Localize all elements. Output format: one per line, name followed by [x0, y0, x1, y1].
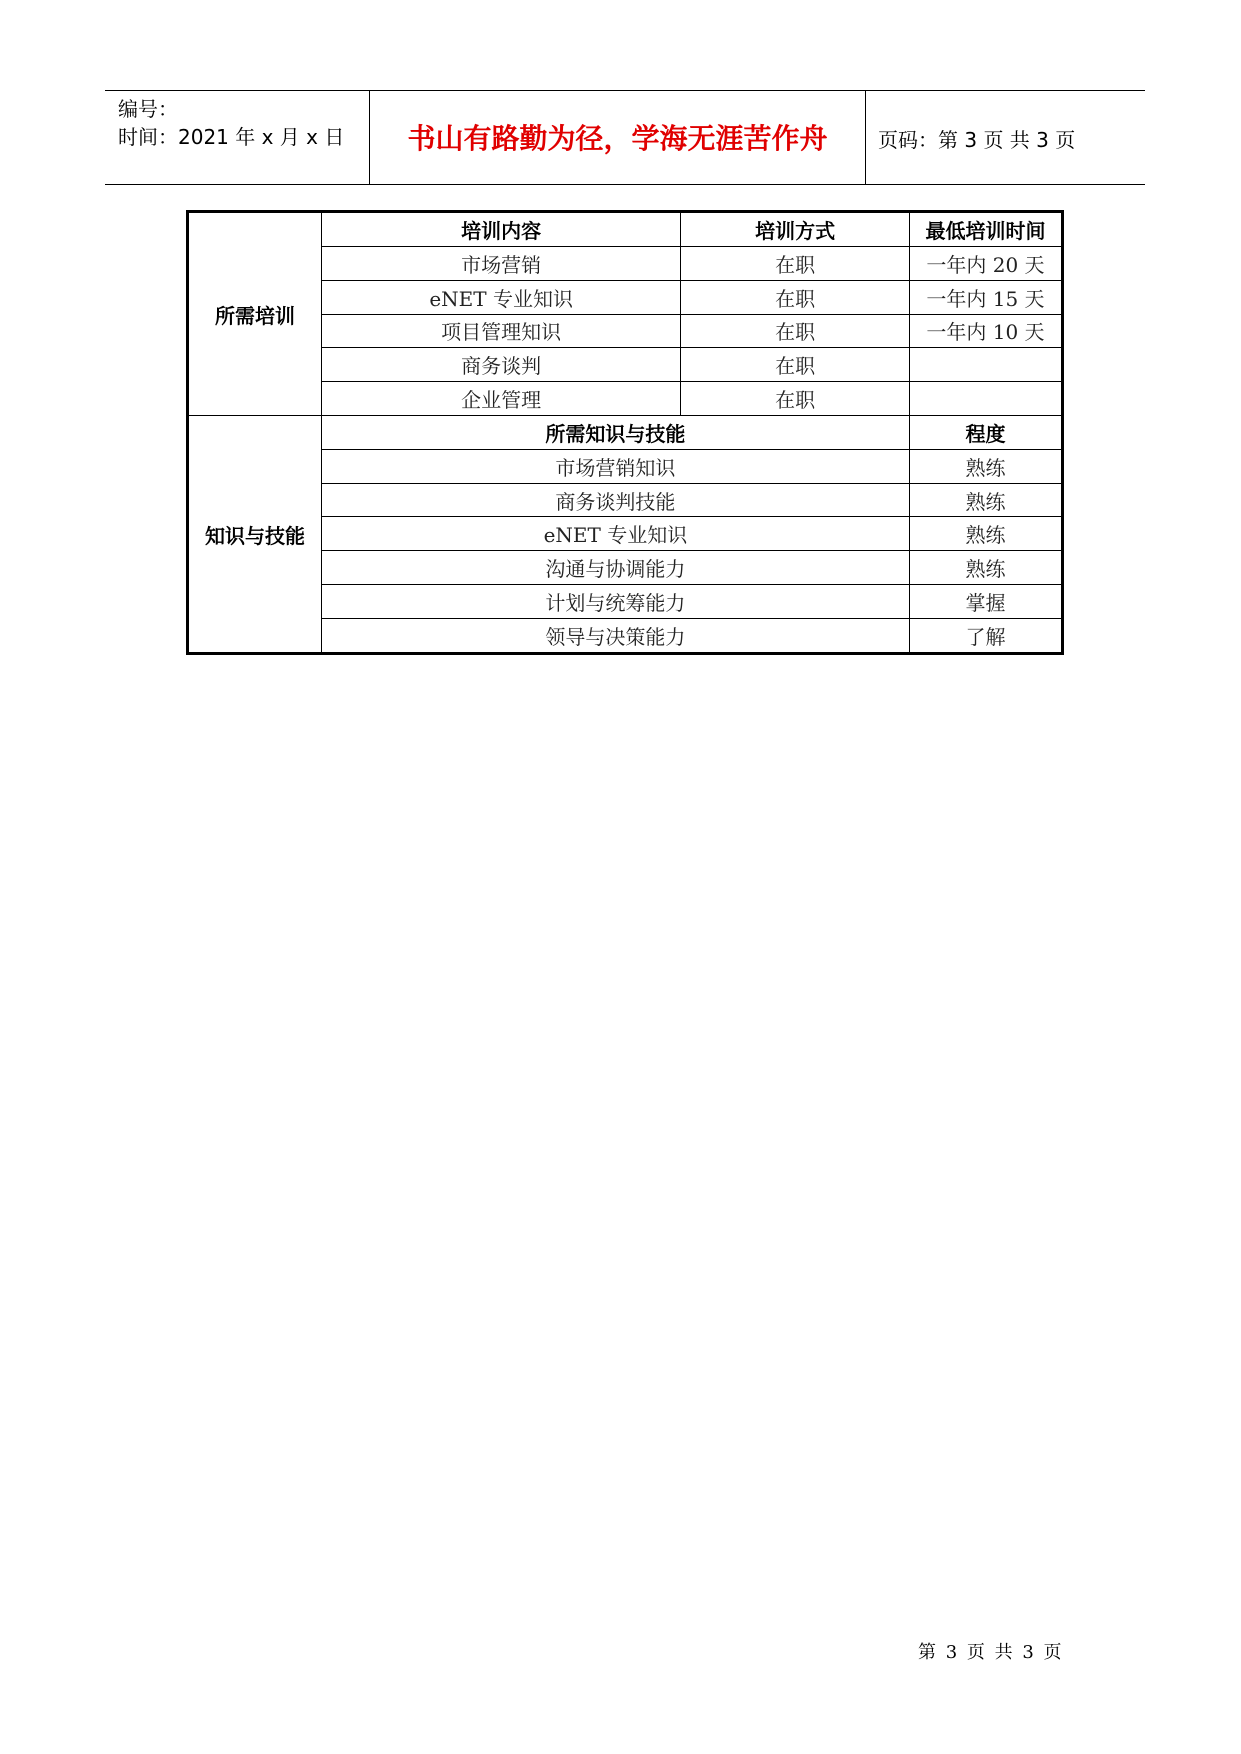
training-content-cell: 商务谈判 — [321, 348, 680, 382]
column-header: 培训方式 — [681, 212, 910, 247]
document-header — [105, 90, 1145, 185]
page-footer: 第 3 页 共 3 页 — [918, 1642, 1062, 1663]
skill-cell: 商务谈判技能 — [321, 483, 909, 517]
header-motto-cell — [370, 91, 866, 184]
page-info: 页码：第 3 页 共 3 页 — [878, 128, 1076, 152]
skill-cell: 沟通与协调能力 — [321, 551, 909, 585]
training-method-cell: 在职 — [681, 382, 910, 416]
requirements-table — [186, 210, 1064, 655]
level-cell: 熟练 — [909, 551, 1062, 585]
training-time-cell — [909, 382, 1062, 416]
training-time-cell: 一年内 10 天 — [909, 314, 1062, 348]
level-cell: 掌握 — [909, 585, 1062, 619]
training-method-cell: 在职 — [681, 246, 910, 280]
column-header: 所需知识与技能 — [321, 416, 909, 450]
header-page-cell — [866, 91, 1145, 184]
column-header: 培训内容 — [321, 212, 680, 247]
time-label: 时间：2021 年 x 月 x 日 — [118, 125, 345, 149]
skills-header-row — [188, 416, 1063, 450]
level-cell: 熟练 — [909, 517, 1062, 551]
training-method-cell: 在职 — [681, 348, 910, 382]
training-content-cell: 企业管理 — [321, 382, 680, 416]
level-cell: 熟练 — [909, 449, 1062, 483]
level-cell: 熟练 — [909, 483, 1062, 517]
skill-cell: 市场营销知识 — [321, 449, 909, 483]
header-meta — [105, 91, 370, 184]
training-time-cell: 一年内 20 天 — [909, 246, 1062, 280]
training-section-label: 所需培训 — [188, 212, 322, 416]
level-cell: 了解 — [909, 618, 1062, 653]
skill-cell: 领导与决策能力 — [321, 618, 909, 653]
training-method-cell: 在职 — [681, 314, 910, 348]
skills-section-label: 知识与技能 — [188, 416, 322, 654]
number-label: 编号： — [118, 97, 178, 121]
training-content-cell: 市场营销 — [321, 246, 680, 280]
skill-cell: eNET 专业知识 — [321, 517, 909, 551]
motto: 书山有路勤为径，学海无涯苦作舟 — [407, 122, 828, 155]
column-header: 最低培训时间 — [909, 212, 1062, 247]
training-method-cell: 在职 — [681, 280, 910, 314]
training-time-cell — [909, 348, 1062, 382]
training-content-cell: 项目管理知识 — [321, 314, 680, 348]
training-header-row — [188, 212, 1063, 247]
training-time-cell: 一年内 15 天 — [909, 280, 1062, 314]
column-header: 程度 — [909, 416, 1062, 450]
skill-cell: 计划与统筹能力 — [321, 585, 909, 619]
training-content-cell: eNET 专业知识 — [321, 280, 680, 314]
